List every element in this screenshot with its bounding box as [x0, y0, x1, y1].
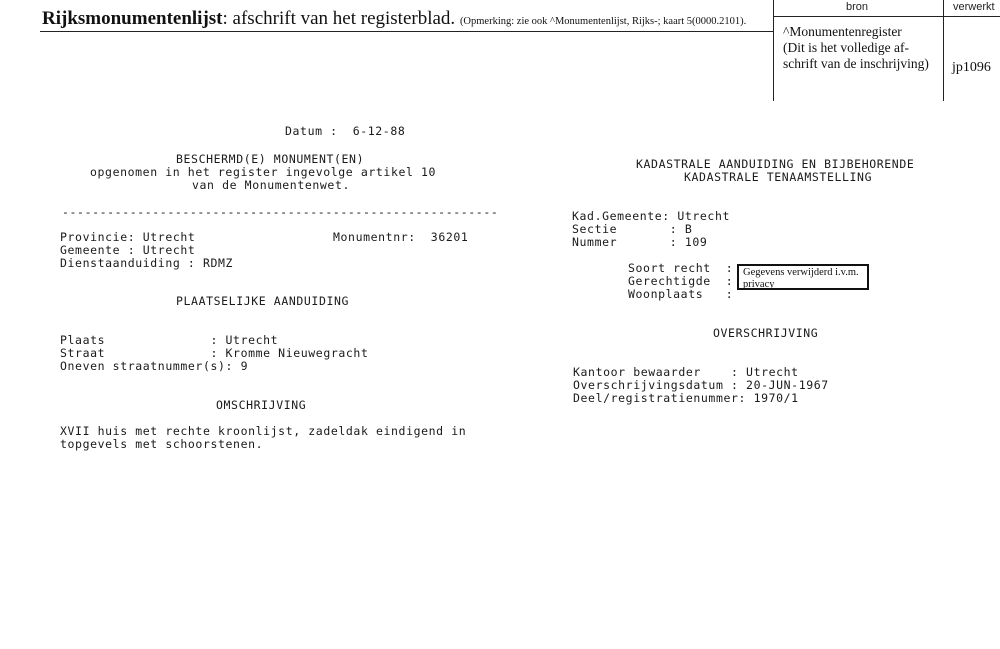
bron-cell — [783, 24, 929, 72]
soort-recht-line: Soort recht : — [628, 261, 734, 275]
title-rest: : afschrift van het registerblad. — [222, 8, 456, 29]
omschrijving-heading: OMSCHRIJVING — [216, 398, 307, 412]
provincie-line: Provincie: Utrecht — [60, 230, 196, 244]
overschrijving-heading: OVERSCHRIJVING — [713, 326, 819, 340]
column-header-bron: bron — [846, 1, 869, 13]
sectie-line: Sectie : B — [572, 222, 693, 236]
gemeente-line: Gemeente : Utrecht — [60, 243, 196, 257]
omschrijving-line-2: topgevels met schoorstenen. — [60, 437, 264, 451]
title-note: (Opmerking: zie ook ^Monumentenlijst, Rijks-; kaart 5(0000.2101). — [459, 16, 747, 27]
dienstaanduiding-line: Dienstaanduiding : RDMZ — [60, 256, 234, 270]
register-title-1: BESCHERMD(E) MONUMENT(EN) — [176, 152, 365, 166]
overschrijvingsdatum-line: Overschrijvingsdatum : 20-JUN-1967 — [573, 378, 829, 392]
kantoor-line: Kantoor bewaarder : Utrecht — [573, 365, 799, 379]
bron-line-2: (Dit is het volledige af- — [783, 40, 909, 55]
register-title-3: van de Monumentenwet. — [192, 178, 350, 192]
page-title — [42, 8, 746, 30]
bron-line-3: schrift van de inschrijving) — [783, 56, 929, 71]
dashed-divider: ---------------------------------------------------------- — [62, 205, 499, 219]
kadastrale-title-2: KADASTRALE TENAAMSTELLING — [684, 170, 873, 184]
gerechtigde-line: Gerechtigde : — [628, 274, 734, 288]
kadastrale-title-1: KADASTRALE AANDUIDING EN BIJBEHORENDE — [636, 157, 915, 171]
privacy-redaction-box: Gegevens verwijderd i.v.m. privacy — [737, 264, 869, 290]
title-bold: Rijksmonumentenlijst — [42, 8, 223, 29]
register-title-2: opgenomen in het register ingevolge artikel 10 — [90, 165, 437, 179]
straat-line: Straat : Kromme Nieuwegracht — [60, 346, 369, 360]
column-header-verwerkt: verwerkt — [953, 1, 995, 13]
omschrijving-line-1: XVII huis met rechte kroonlijst, zadeldak eindigend in — [60, 424, 467, 438]
verwerkt-cell: jp1096 — [952, 60, 991, 75]
nummer-line: Nummer : 109 — [572, 235, 708, 249]
woonplaats-line: Woonplaats : — [628, 287, 734, 301]
kad-gemeente-line: Kad.Gemeente: Utrecht — [572, 209, 730, 223]
plaatselijke-heading: PLAATSELIJKE AANDUIDING — [176, 294, 350, 308]
table-header-rule — [773, 16, 1000, 17]
datum-line: Datum : 6-12-88 — [285, 124, 406, 138]
oneven-line: Oneven straatnummer(s): 9 — [60, 359, 249, 373]
plaats-line: Plaats : Utrecht — [60, 333, 279, 347]
deel-line: Deel/registratienummer: 1970/1 — [573, 391, 799, 405]
bron-line-1: ^Monumentenregister — [783, 24, 902, 39]
header-rule — [40, 31, 773, 32]
monumentnr-line: Monumentnr: 36201 — [333, 230, 469, 244]
